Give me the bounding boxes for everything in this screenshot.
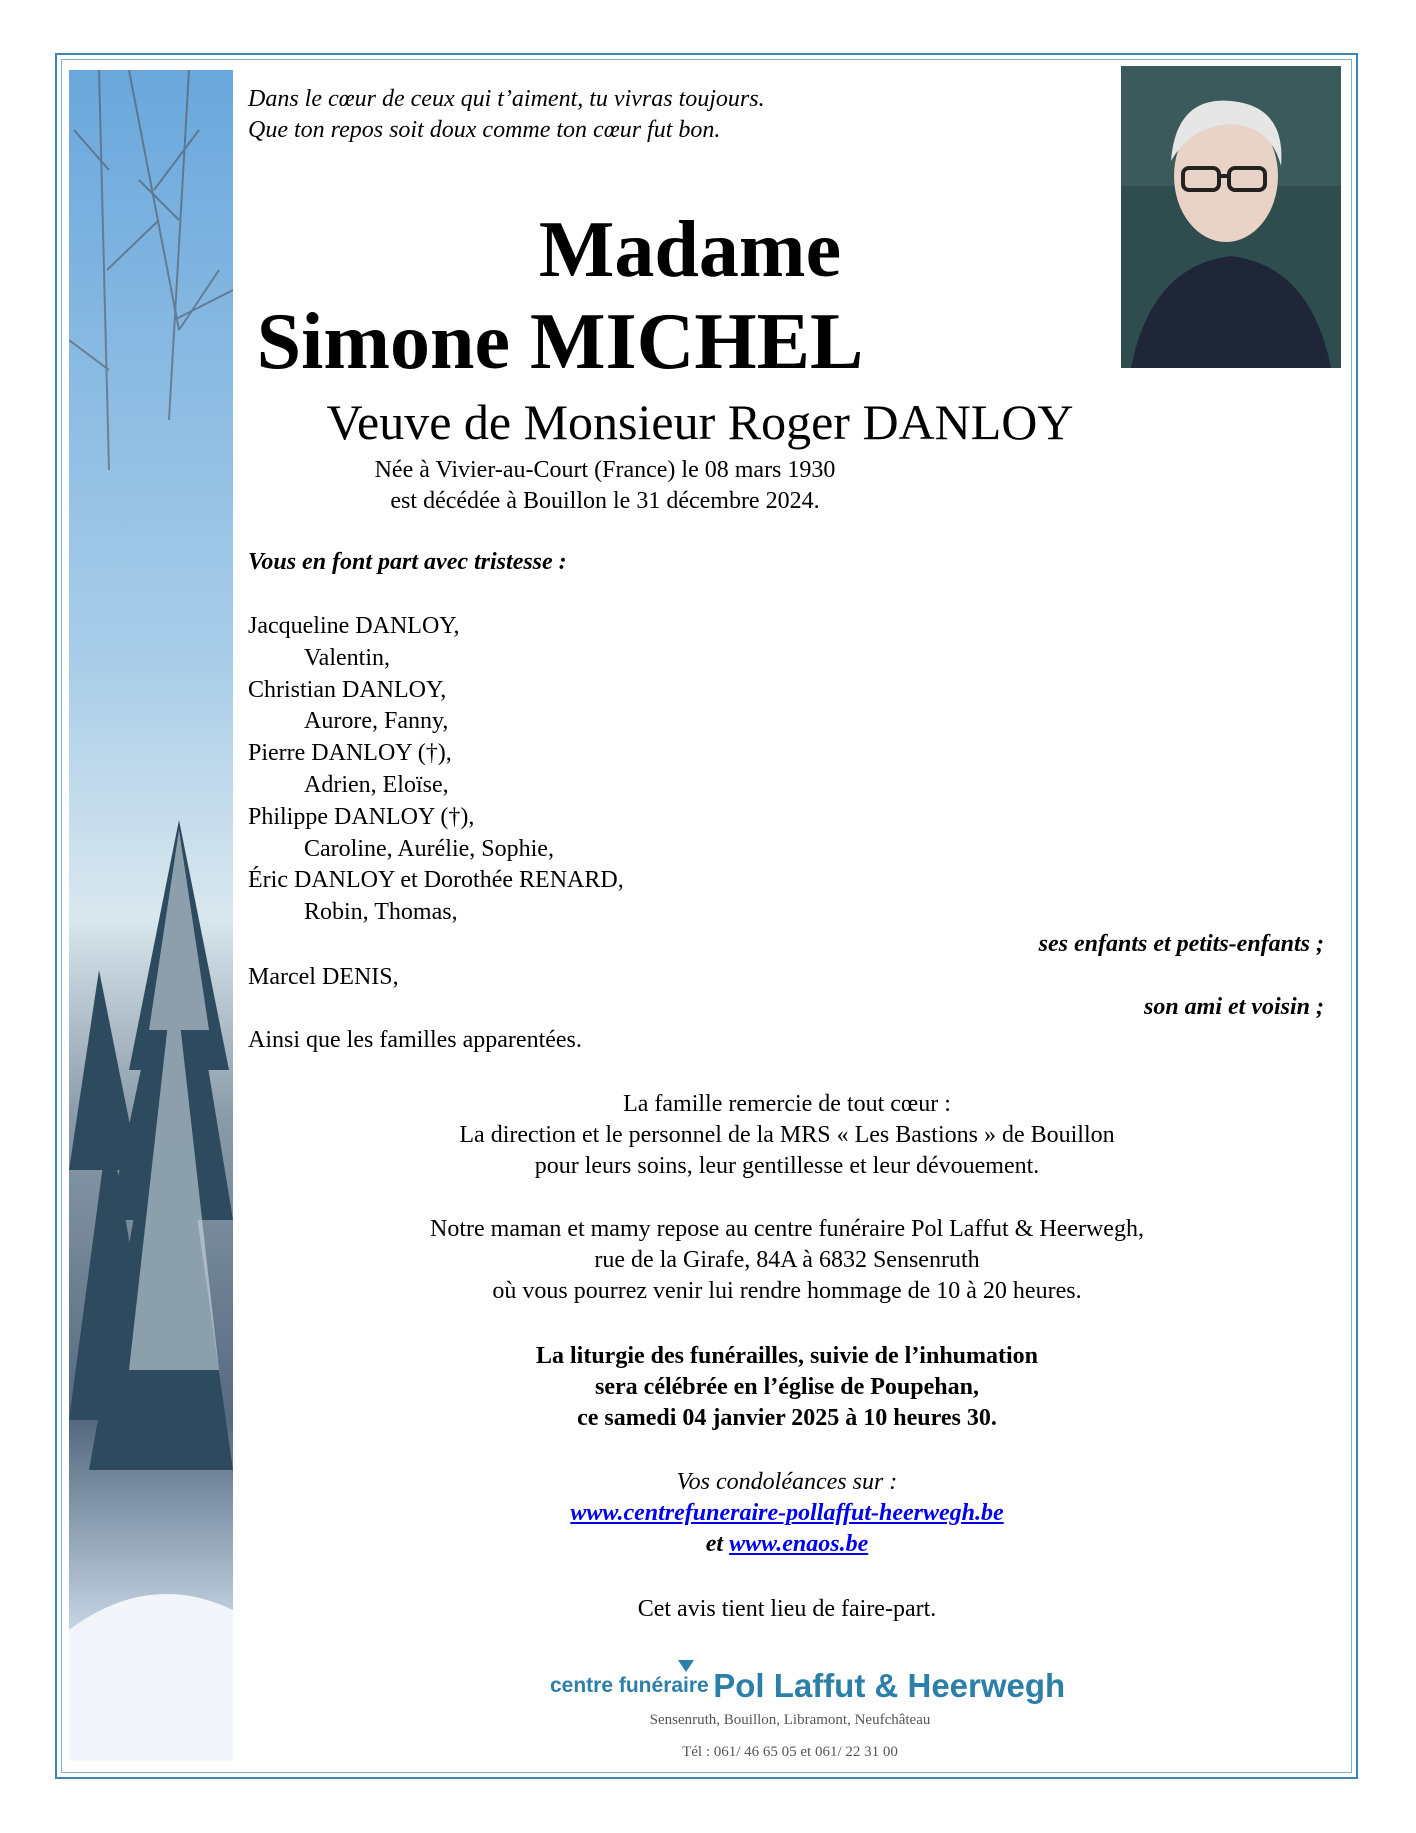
thanks-line: pour leurs soins, leur gentillesse et leur dévouement. [534,1153,1040,1179]
grandchildren: Valentin, [304,644,390,671]
grandchildren: Robin, Thomas, [304,899,458,926]
link-conjunction: et [705,1531,724,1557]
logo-small-text: centre funéraire [550,1674,709,1697]
grandchildren: Aurore, Fanny, [304,708,449,735]
grandchildren: Adrien, Eloïse, [304,771,449,798]
condolences-block [248,1467,1326,1560]
family-list [248,611,624,929]
logo-phone: Tél : 061/ 46 65 05 et 061/ 22 31 00 [682,1744,898,1760]
visitation-block [248,1214,1326,1307]
logo-brand-text: Pol Laffut & Heerwegh [713,1667,1066,1704]
enaos-link[interactable]: www.enaos.be [729,1531,869,1557]
visitation-line: rue de la Girafe, 84A à 6832 Sensenruth [594,1247,980,1273]
title-honorific: Madame [538,206,842,294]
family-member: Éric DANLOY et Dorothée RENARD, [248,867,624,894]
visitation-line: où vous pourrez venir lui rendre hommage de 10 à 20 heures. [492,1278,1082,1304]
thanks-line: La direction et le personnel de la MRS « Les Bastions » de Bouillon [459,1122,1115,1148]
grandchildren: Caroline, Aurélie, Sophie, [304,835,554,862]
birth-line: Née à Vivier-au-Court (France) le 08 mars 1930 [374,457,836,483]
family-member: Pierre DANLOY (†), [248,740,452,767]
quote-line: Dans le cœur de ceux qui t’aiment, tu vivras toujours. [248,86,765,112]
visitation-line: Notre maman et mamy repose au centre funéraire Pol Laffut & Heerwegh, [430,1216,1144,1242]
thanks-line: La famille remercie de tout cœur : [623,1091,951,1117]
funeral-line: ce samedi 04 janvier 2025 à 10 heures 30. [577,1405,997,1431]
deceased-name: Simone MICHEL [256,298,864,386]
thanks-block [248,1089,1326,1182]
family-member: Philippe DANLOY (†), [248,803,475,830]
relatives-line: Ainsi que les familles apparentées. [248,1027,582,1053]
closing-note: Cet avis tient lieu de faire-part. [637,1596,937,1622]
funeral-home-link[interactable]: www.centrefuneraire-pollaffut-heerwegh.be [570,1500,1004,1526]
epitaph-quote [248,84,765,146]
funeral-line: sera célébrée en l’église de Poupehan, [595,1374,979,1400]
logo-locations: Sensenruth, Bouillon, Libramont, Neufchâteau [649,1712,931,1728]
relation-children: ses enfants et petits-enfants ; [1038,931,1324,957]
funeral-line: La liturgie des funérailles, suivie de l’inhumation [535,1343,1039,1369]
death-line: est décédée à Bouillon le 31 décembre 2024. [390,488,820,514]
funeral-block [248,1341,1326,1434]
announcement-intro: Vous en font part avec tristesse : [248,549,567,575]
friend-name: Marcel DENIS, [248,964,399,990]
family-member: Jacqueline DANLOY, [248,613,460,639]
relation-friend: son ami et voisin ; [1143,994,1324,1020]
family-member: Christian DANLOY, [248,676,447,703]
widow-line: Veuve de Monsieur Roger DANLOY [326,394,1074,450]
funeral-home-logo [550,1667,1065,1705]
quote-line: Que ton repos soit doux comme ton cœur fut bon. [248,117,721,143]
portrait-photo [1121,66,1341,368]
condolences-label: Vos condoléances sur : [676,1469,898,1495]
birth-death-info [280,455,930,517]
